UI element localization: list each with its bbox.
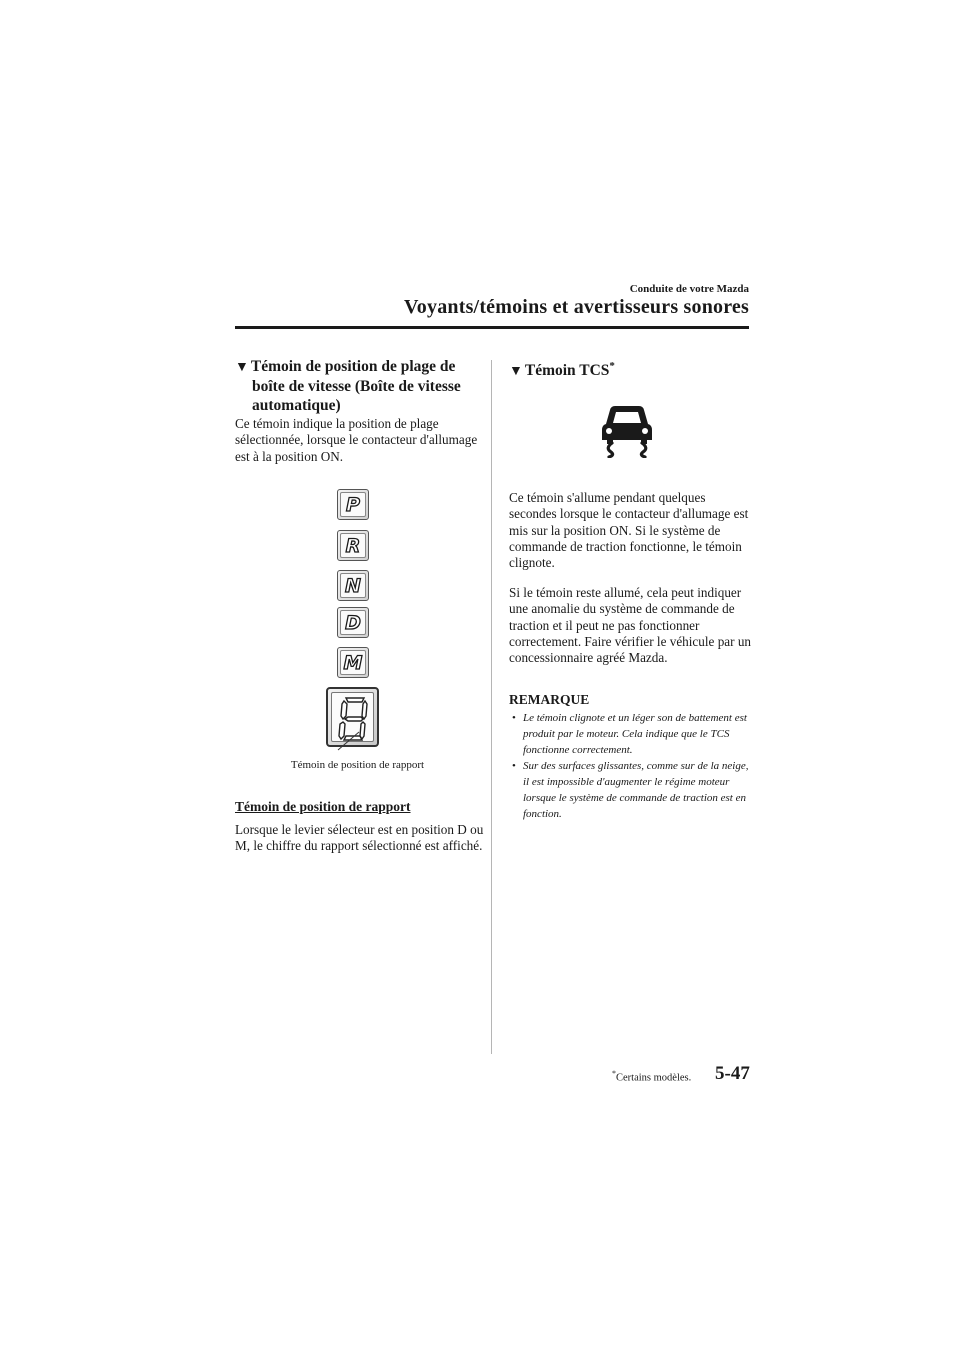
gear-n-indicator: N [337, 570, 369, 601]
gear-position-text: Lorsque le levier sélecteur est en position D ou M, le chiffre du rapport sélectionné est affiché. [235, 822, 484, 854]
bullet-icon: • [512, 760, 516, 772]
column-divider [491, 360, 492, 1054]
caption-leader-line [334, 731, 364, 751]
note-item: • Sur des surfaces glissantes, comme sur de la neige, il est impossible d'augmenter le régime moteur lorsque le système de commande de traction est en fonction. [512, 760, 749, 820]
triangle-bullet-icon: ▼ [235, 360, 249, 375]
certain-models-marker: * [609, 360, 615, 372]
gear-position-subtitle: Témoin de position de rapport [235, 799, 411, 814]
gear-m-indicator: M [337, 647, 369, 678]
page-number: 5-47 [715, 1063, 750, 1084]
note-list [509, 710, 749, 822]
chapter-label: Conduite de votre Mazda [629, 283, 749, 295]
gear-range-section-title: ▼ Témoin de position de plage de boîte de vitesse (Boîte de vitesse automatique) [235, 358, 461, 414]
figure-caption: Témoin de position de rapport [290, 759, 425, 771]
gear-range-intro: Ce témoin indique la position de plage sélectionnée, lorsque le contacteur d'allumage est à la position ON. [235, 416, 478, 464]
triangle-bullet-icon: ▼ [509, 364, 523, 380]
traction-control-icon [596, 404, 658, 458]
page-section-title: Voyants/témoins et avertisseurs sonores [403, 296, 749, 318]
bullet-icon: • [512, 712, 516, 724]
note-item: • Le témoin clignote et un léger son de battement est produit par le moteur. Cela indique que le TCS fonctionne correctement. [512, 712, 747, 756]
gear-r-indicator: R [337, 530, 369, 561]
certain-models-footnote: *Certains modèles. [612, 1069, 692, 1084]
gear-p-indicator: P [337, 489, 369, 520]
note-title: REMARQUE [509, 692, 590, 707]
tcs-section-title: ▼ Témoin TCS* [509, 360, 615, 380]
gear-d-indicator: D [337, 607, 369, 638]
tcs-paragraph-2: Si le témoin reste allumé, cela peut indiquer une anomalie du système de commande de traction et il peut ne pas fonctionner correctement. Faire vérifier le véhicule par un concessionnaire agréé Mazda. [509, 585, 752, 666]
tcs-paragraph-1: Ce témoin s'allume pendant quelques secondes lorsque le contacteur d'allumage est mis sur la position ON. Si le système de commande de traction fonctionne, le témoin clignote. [509, 490, 749, 571]
header-rule [235, 326, 749, 329]
